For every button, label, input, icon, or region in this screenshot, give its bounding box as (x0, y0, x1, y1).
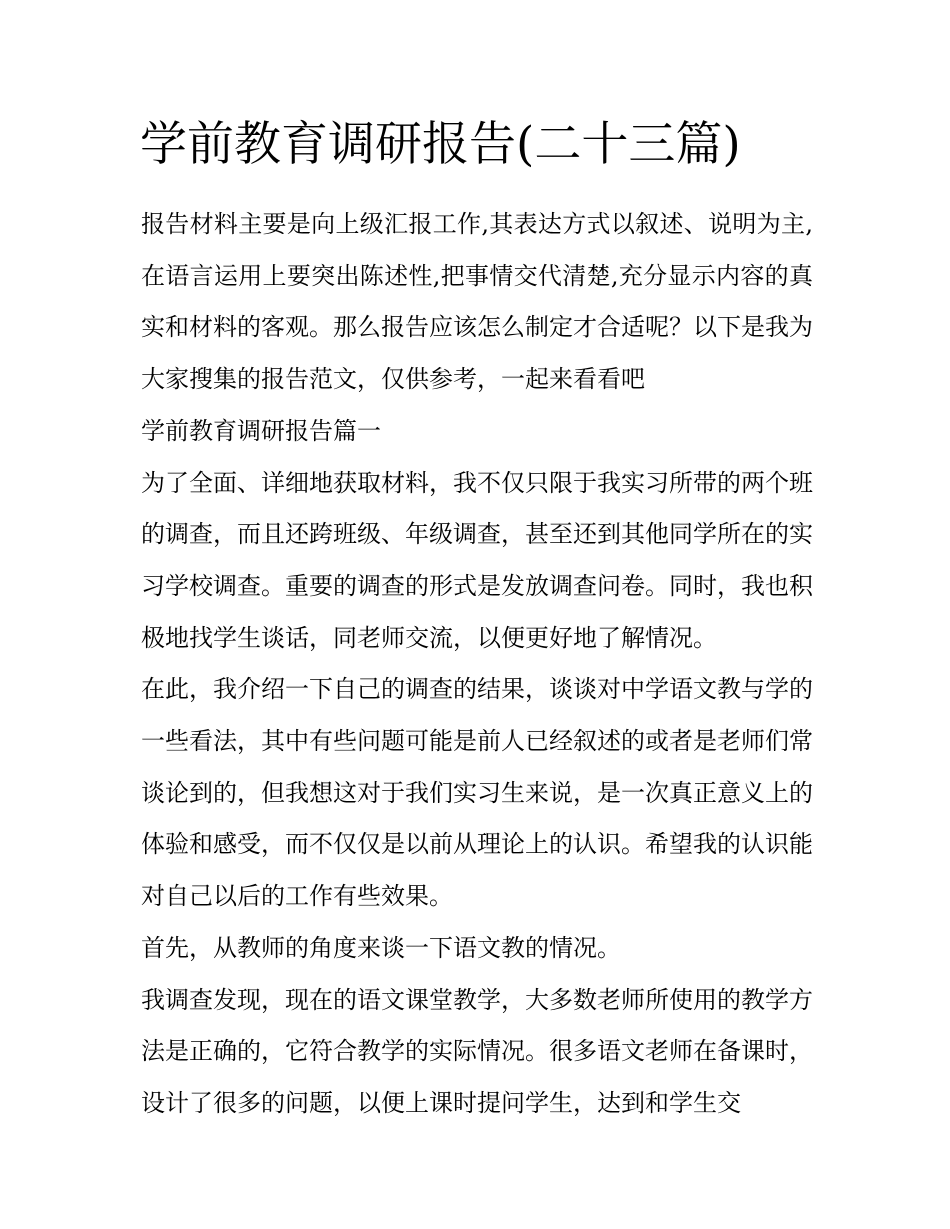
document-body (141, 199, 813, 1130)
intro-paragraph: 报告材料主要是向上级汇报工作,其表达方式以叙述、说明为主,在语言运用上要突出陈述性,把事情交代清楚,充分显示内容的真实和材料的客观。那么报告应该怎么制定才合适呢？以下是我为大家搜集的报告范文，仅供参考，一起来看看吧 (141, 210, 813, 394)
document-title: 学前教育调研报告(二十三篇) (140, 117, 741, 172)
body-paragraph: 我调查发现，现在的语文课堂教学，大多数老师所使用的教学方法是正确的，它符合教学的实际情况。很多语文老师在备课时，设计了很多的问题，以便上课时提问学生，达到和学生交 (141, 985, 813, 1117)
body-paragraph: 为了全面、详细地获取材料，我不仅只限于我实习所带的两个班的调查，而且还跨班级、年级调查，甚至还到其他同学所在的实习学校调查。重要的调查的形式是发放调查问卷。同时，我也积极地找学生谈话，同老师交流，以便更好地了解情况。 (141, 468, 813, 652)
body-paragraph: 在此，我介绍一下自己的调查的结果，谈谈对中学语文教与学的一些看法，其中有些问题可能是前人已经叙述的或者是老师们常谈论到的，但我想这对于我们实习生来说，是一次真正意义上的体验和感受，而不仅仅是以前从理论上的认识。希望我的认识能对自己以后的工作有些效果。 (141, 675, 813, 911)
section-heading: 学前教育调研报告篇一 (141, 416, 381, 445)
body-paragraph: 首先，从教师的角度来谈一下语文教的情况。 (141, 933, 621, 962)
